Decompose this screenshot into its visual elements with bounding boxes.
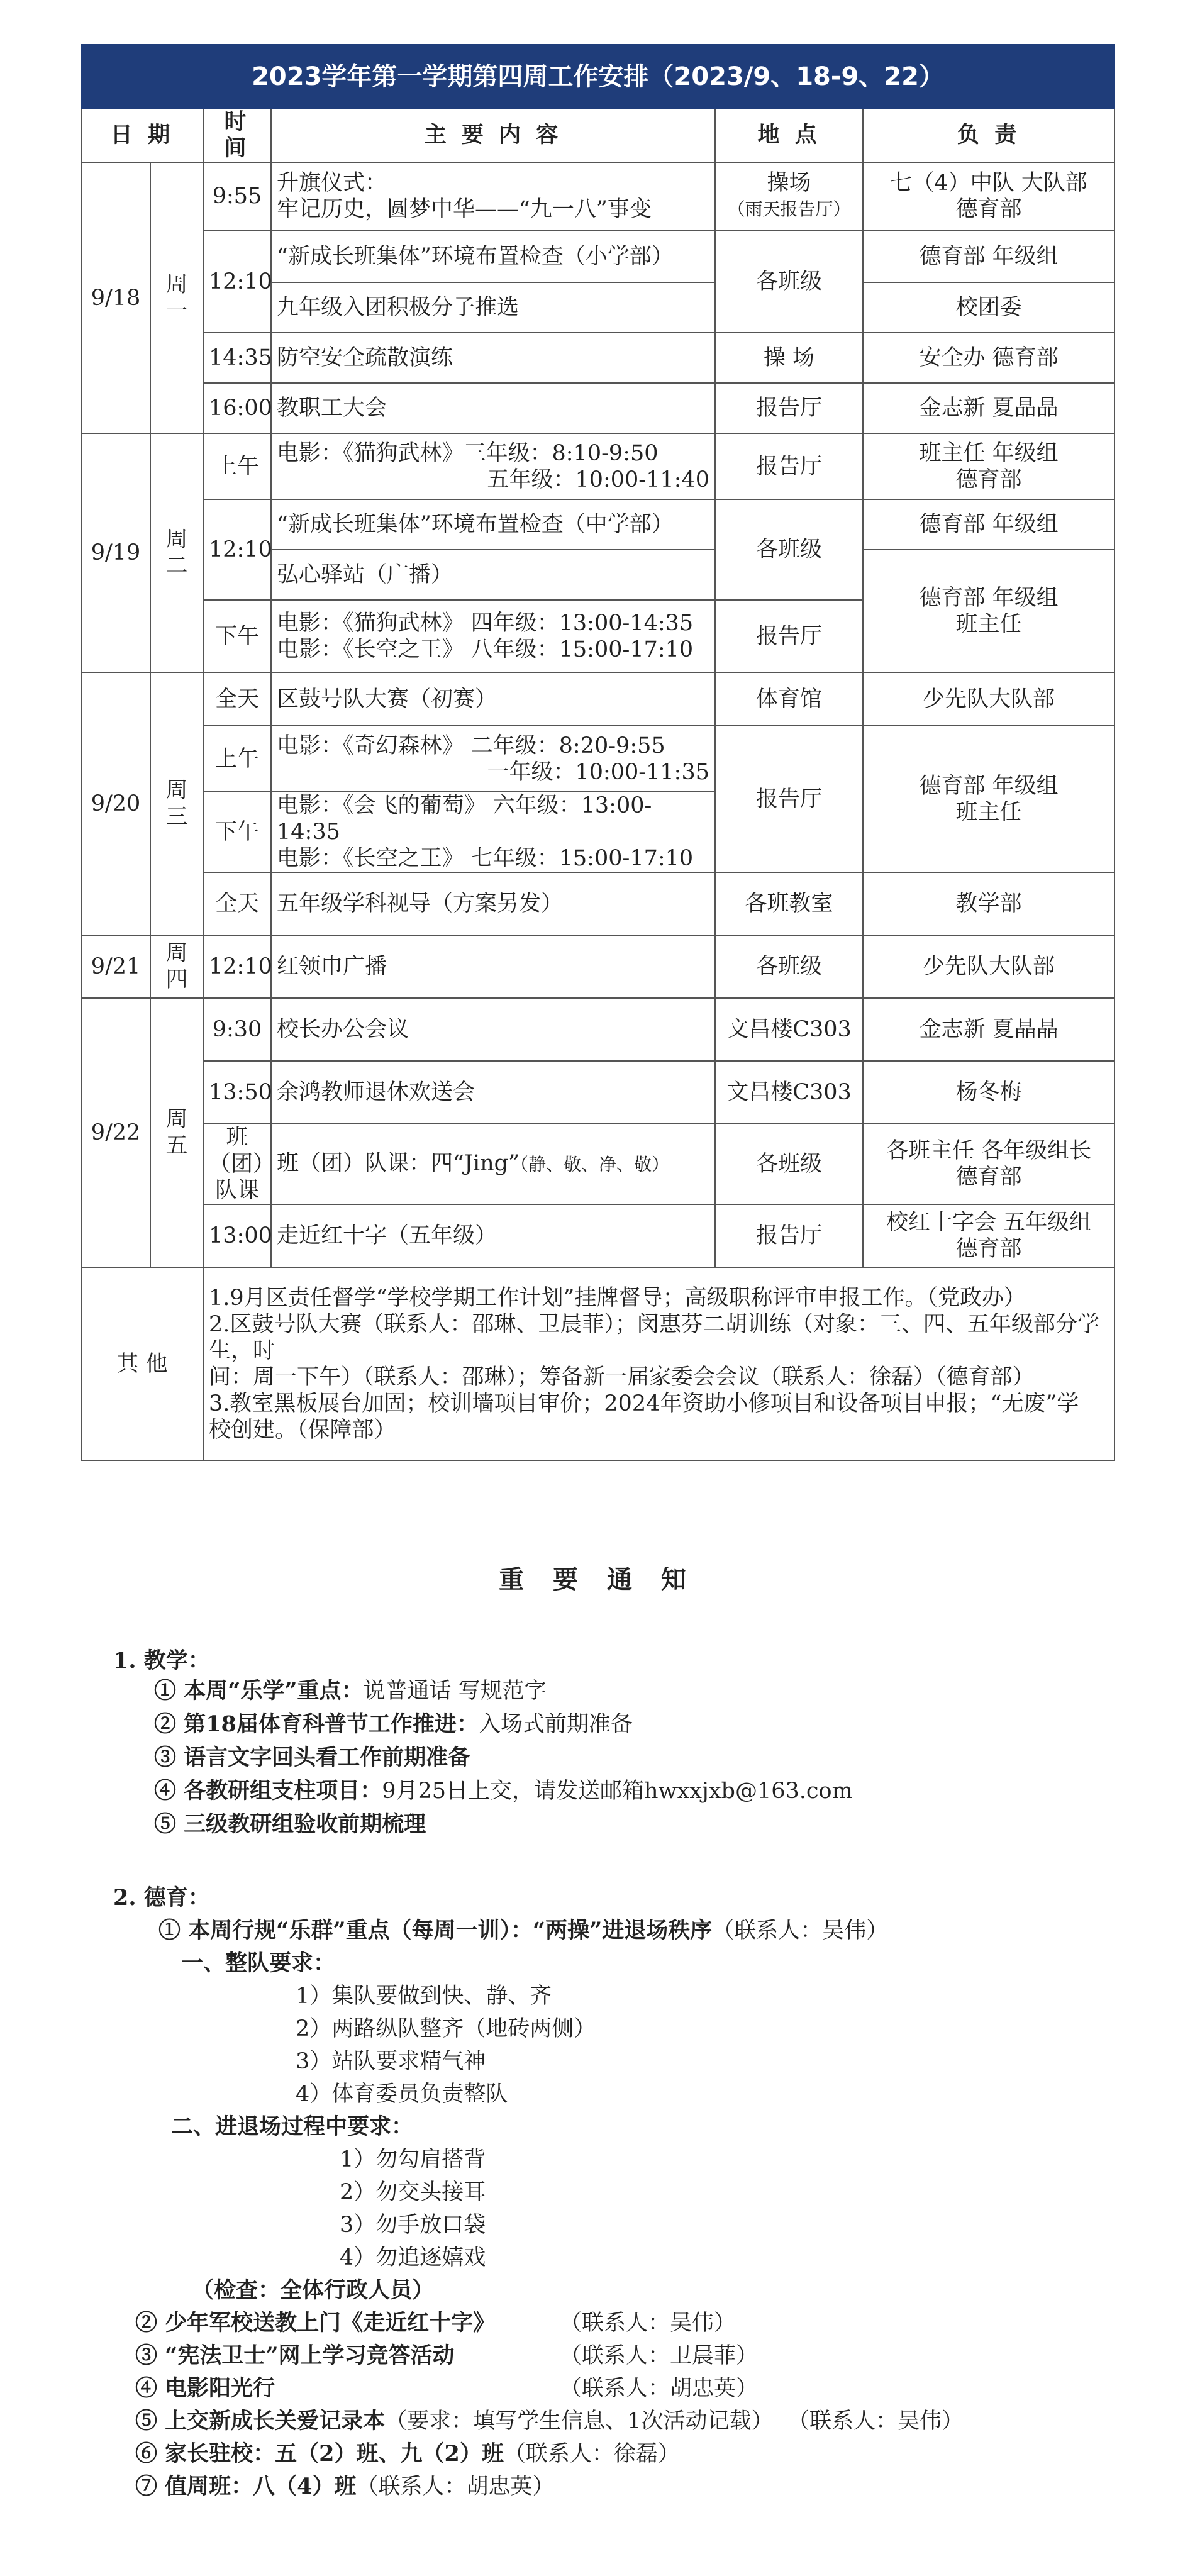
content-cell: 班（团）队课：四“Jing”（静、敬、净、敬） <box>271 1124 715 1204</box>
owner-cell: 校团委 <box>863 282 1114 333</box>
content-cell: 升旗仪式： 牢记历史，圆梦中华——“九一八”事变 <box>271 162 715 230</box>
other-label: 其 他 <box>81 1267 203 1460</box>
other-content: 1.9月区责任督学“学校学期工作计划”挂牌督导；高级职称评审申报工作。（党政办） 2.区鼓号队大赛（联系人：邵琳、卫晨菲）；闵惠芬二胡训练（对象：三、四、五年级部分学生，时 间：周一下午）（联系人：邵琳）；筹备新一届家委会会议（联系人：徐磊）（德育部） 3.教室黑板展台加固；校训墙项目审价；2024年资助小修项目和设备项目申报；“无废”学 校创建。（保障部） <box>203 1267 1114 1460</box>
notice-heading: 重 要 通 知 <box>499 1565 696 1594</box>
time-cell: 全天 <box>203 872 271 935</box>
weekday-cell: 周三 <box>150 672 203 935</box>
section-moral-title: 2. 德育： <box>113 1885 210 1911</box>
place-cell: 各班级 <box>715 1124 863 1204</box>
date-cell: 9/21 <box>81 935 150 998</box>
place-cell: 文昌楼C303 <box>715 1061 863 1124</box>
time-cell: 12:10 <box>203 499 271 600</box>
queue-req-4: 4）体育委员负责整队 <box>296 2082 508 2107</box>
weekday-cell: 周五 <box>150 998 203 1267</box>
teaching-item-4: ④ 各教研组支柱项目：9月25日上交，请发送邮箱hwxxjxb@163.com <box>154 1778 853 1804</box>
content-cell: 区鼓号队大赛（初赛） <box>271 672 715 726</box>
owner-cell: 七（4）中队 大队部 德育部 <box>863 162 1114 230</box>
content-cell: 走近红十字（五年级） <box>271 1204 715 1267</box>
time-cell: 上午 <box>203 726 271 792</box>
time-cell: 12:10 <box>203 935 271 998</box>
header-place: 地 点 <box>715 108 863 162</box>
entry-req-4: 4）勿追逐嬉戏 <box>340 2245 486 2270</box>
queue-req-1: 1）集队要做到快、静、齐 <box>296 1984 552 2009</box>
date-cell: 9/20 <box>81 672 150 935</box>
entry-req-title: 二、进退场过程中要求： <box>171 2114 414 2140</box>
content-cell: 余鸿教师退休欢送会 <box>271 1061 715 1124</box>
time-cell: 13:50 <box>203 1061 271 1124</box>
moral-item-2: ② 少年军校送教上门《走近红十字》 （联系人：吴伟） <box>135 2310 736 2336</box>
teaching-item-2: ② 第18届体育科普节工作推进：入场式前期准备 <box>154 1711 633 1737</box>
content-cell: 电影：《奇幻森林》 二年级：8:20-9:55 一年级：10:00-11:35 <box>271 726 715 792</box>
time-cell: 12:10 <box>203 230 271 333</box>
weekday-cell: 周四 <box>150 935 203 998</box>
moral-item-3: ③ “宪法卫士”网上学习竞答活动 （联系人：卫晨菲） <box>135 2343 759 2368</box>
content-cell: 弘心驿站（广播） <box>271 550 715 600</box>
time-cell: 13:00 <box>203 1204 271 1267</box>
time-cell: 16:00 <box>203 383 271 433</box>
owner-cell: 金志新 夏晶晶 <box>863 998 1114 1061</box>
owner-cell: 德育部 年级组 <box>863 230 1114 282</box>
owner-cell: 德育部 年级组 班主任 <box>863 550 1114 672</box>
header-time: 时 间 <box>203 108 271 162</box>
content-cell: 防空安全疏散演练 <box>271 333 715 383</box>
owner-cell: 教学部 <box>863 872 1114 935</box>
place-cell: 报告厅 <box>715 600 863 672</box>
time-cell: 班（团） 队课 <box>203 1124 271 1204</box>
content-cell: 电影：《会飞的葡萄》 六年级：13:00-14:35 电影：《长空之王》 七年级：15:00-17:10 <box>271 792 715 872</box>
content-cell: “新成长班集体”环境布置检查（中学部） <box>271 499 715 550</box>
date-cell: 9/19 <box>81 433 150 672</box>
time-cell: 9:30 <box>203 998 271 1061</box>
time-cell: 上午 <box>203 433 271 499</box>
time-cell: 9:55 <box>203 162 271 230</box>
moral-item-6: ⑥ 家长驻校：五（2）班、九（2）班（联系人：徐磊） <box>135 2441 680 2467</box>
weekday-cell: 周二 <box>150 433 203 672</box>
place-cell: 各班级 <box>715 935 863 998</box>
time-cell: 14:35 <box>203 333 271 383</box>
section-teaching-title: 1. 教学： <box>113 1648 210 1674</box>
owner-cell: 少先队大队部 <box>863 672 1114 726</box>
owner-cell: 德育部 年级组 <box>863 499 1114 550</box>
schedule-title: 2023学年第一学期第四周工作安排（2023/9、18-9、22） <box>81 45 1114 108</box>
content-cell: 五年级学科视导（方案另发） <box>271 872 715 935</box>
important-notice <box>0 1560 1195 1621</box>
moral-item-7: ⑦ 值周班：八（4）班（联系人：胡忠英） <box>135 2473 555 2499</box>
content-cell: 校长办公会议 <box>271 998 715 1061</box>
place-cell: 报告厅 <box>715 383 863 433</box>
place-cell: 报告厅 <box>715 433 863 499</box>
queue-req-2: 2）两路纵队整齐（地砖两侧） <box>296 2016 596 2041</box>
teaching-item-5: ⑤ 三级教研组验收前期梳理 <box>154 1811 426 1837</box>
schedule-table <box>81 44 1115 1461</box>
teaching-item-3: ③ 语言文字回头看工作前期准备 <box>154 1745 470 1770</box>
place-cell: 操 场 <box>715 333 863 383</box>
owner-cell: 杨冬梅 <box>863 1061 1114 1124</box>
moral-item-1: ① 本周行规“乐群”重点（每周一训）：“两操”进退场秩序（联系人：吴伟） <box>158 1918 889 1943</box>
owner-cell: 班主任 年级组 德育部 <box>863 433 1114 499</box>
queue-req-title: 一、整队要求： <box>181 1950 336 1976</box>
time-cell: 下午 <box>203 600 271 672</box>
moral-item-5: ⑤ 上交新成长关爱记录本（要求：填写学生信息、1次活动记载） （联系人：吴伟） <box>135 2408 964 2434</box>
place-cell: 文昌楼C303 <box>715 998 863 1061</box>
place-cell: 操场 （雨天报告厅） <box>715 162 863 230</box>
entry-req-3: 3）勿手放口袋 <box>340 2212 486 2238</box>
owner-cell: 校红十字会 五年级组 德育部 <box>863 1204 1114 1267</box>
owner-cell: 少先队大队部 <box>863 935 1114 998</box>
time-cell: 下午 <box>203 792 271 872</box>
place-cell: 报告厅 <box>715 726 863 872</box>
entry-req-2: 2）勿交头接耳 <box>340 2180 486 2205</box>
content-cell: 电影：《猫狗武林》 四年级：13:00-14:35 电影：《长空之王》 八年级：15:00-17:10 <box>271 600 715 672</box>
date-cell: 9/22 <box>81 998 150 1267</box>
header-content: 主 要 内 容 <box>271 108 715 162</box>
owner-cell: 金志新 夏晶晶 <box>863 383 1114 433</box>
place-cell: 各班级 <box>715 230 863 333</box>
place-cell: 体育馆 <box>715 672 863 726</box>
header-owner: 负 责 <box>863 108 1114 162</box>
place-cell: 报告厅 <box>715 1204 863 1267</box>
weekday-cell: 周一 <box>150 162 203 433</box>
inspection-note: （检查：全体行政人员） <box>192 2277 435 2303</box>
queue-req-3: 3）站队要求精气神 <box>296 2049 486 2074</box>
date-cell: 9/18 <box>81 162 150 433</box>
teaching-item-1: ① 本周“乐学”重点：说普通话 写规范字 <box>154 1678 547 1704</box>
place-cell: 各班教室 <box>715 872 863 935</box>
header-date: 日 期 <box>81 108 203 162</box>
content-cell: 教职工大会 <box>271 383 715 433</box>
time-cell: 全天 <box>203 672 271 726</box>
content-cell: “新成长班集体”环境布置检查（小学部） <box>271 230 715 282</box>
owner-cell: 安全办 德育部 <box>863 333 1114 383</box>
moral-item-4: ④ 电影阳光行 （联系人：胡忠英） <box>135 2375 759 2401</box>
content-cell: 九年级入团积极分子推选 <box>271 282 715 333</box>
entry-req-1: 1）勿勾肩搭背 <box>340 2147 486 2172</box>
owner-cell: 各班主任 各年级组长 德育部 <box>863 1124 1114 1204</box>
place-cell: 各班级 <box>715 499 863 600</box>
content-cell: 电影：《猫狗武林》三年级：8:10-9:50 五年级：10:00-11:40 <box>271 433 715 499</box>
content-cell: 红领巾广播 <box>271 935 715 998</box>
owner-cell: 德育部 年级组 班主任 <box>863 726 1114 872</box>
